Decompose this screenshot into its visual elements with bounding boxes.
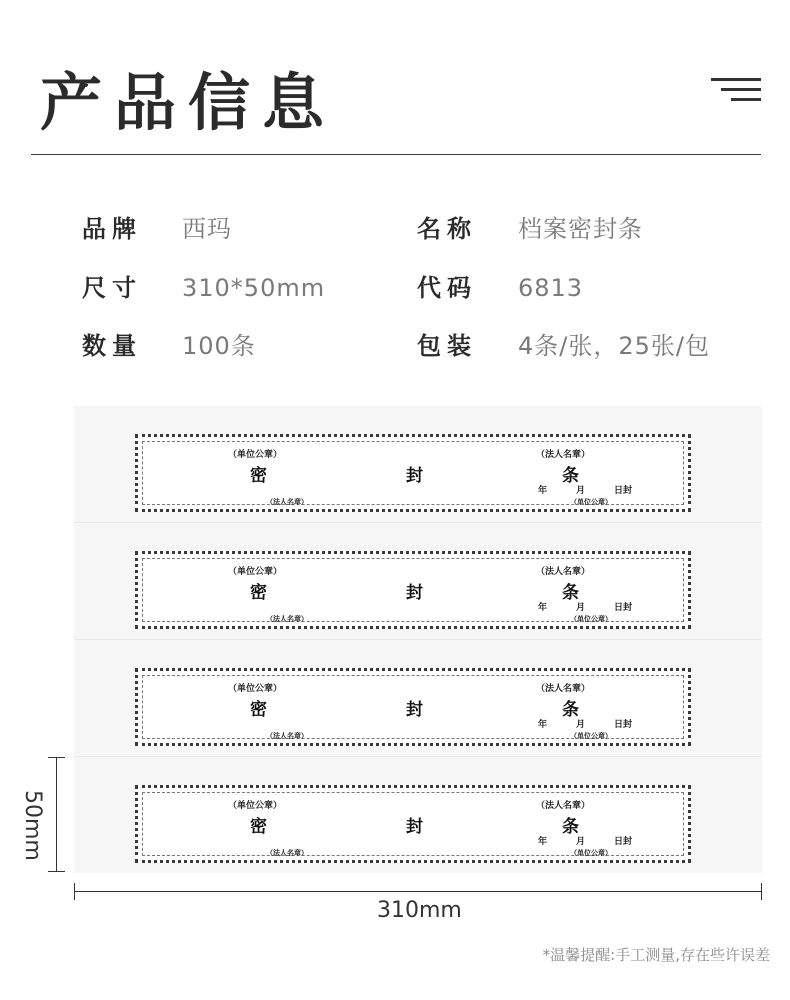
info-value: 档案密封条: [518, 215, 643, 243]
day-seal-text: 日封: [614, 837, 633, 847]
unit-seal-text: （单位公章）: [228, 684, 283, 694]
year-text: 年: [538, 720, 548, 730]
char-tiao: 条: [562, 583, 579, 603]
info-label: 品牌: [82, 215, 142, 243]
unit-seal-small: （单位公章）: [570, 615, 612, 623]
seal-strip: [135, 785, 691, 863]
info-value: 310*50mm: [182, 274, 326, 302]
height-dimension-line: [56, 757, 57, 871]
char-tiao: 条: [562, 466, 579, 486]
info-label: 名称: [417, 215, 477, 243]
legal-seal-text: （法人名章）: [536, 801, 591, 811]
legal-seal-small: （法人名章）: [266, 849, 308, 857]
unit-seal-small: （单位公章）: [570, 732, 612, 740]
month-text: 月: [576, 486, 586, 496]
height-dimension-cap: [48, 871, 65, 872]
strip-row: [74, 523, 762, 640]
month-text: 月: [576, 720, 586, 730]
info-value: 西玛: [182, 215, 232, 243]
info-label: 包装: [417, 332, 477, 360]
year-text: 年: [538, 486, 548, 496]
info-value: 6813: [518, 274, 584, 302]
menu-line: [721, 88, 761, 91]
legal-seal-text: （法人名章）: [536, 567, 591, 577]
strip-row: [74, 640, 762, 757]
width-dimension-label: 310mm: [377, 898, 462, 923]
header-divider: [31, 154, 761, 155]
char-feng: 封: [406, 700, 423, 720]
char-tiao: 条: [562, 700, 579, 720]
info-value: 100条: [182, 332, 256, 360]
height-dimension-label: 50mm: [20, 790, 45, 861]
char-mi: 密: [250, 817, 267, 837]
height-dimension-cap: [48, 757, 65, 758]
page-title: 产品信息: [40, 66, 337, 139]
char-tiao: 条: [562, 817, 579, 837]
seal-strip: [135, 551, 691, 629]
seal-strip: [135, 434, 691, 512]
strip-row: [74, 757, 762, 873]
day-seal-text: 日封: [614, 720, 633, 730]
product-preview: [74, 406, 762, 873]
seal-strip: [135, 668, 691, 746]
info-label: 数量: [82, 332, 142, 360]
year-text: 年: [538, 837, 548, 847]
menu-line: [711, 78, 761, 81]
day-seal-text: 日封: [614, 603, 633, 613]
unit-seal-text: （单位公章）: [228, 567, 283, 577]
char-mi: 密: [250, 583, 267, 603]
width-dimension-cap: [761, 883, 762, 900]
char-mi: 密: [250, 466, 267, 486]
width-dimension-cap: [74, 883, 75, 900]
legal-seal-small: （法人名章）: [266, 498, 308, 506]
month-text: 月: [576, 837, 586, 847]
char-feng: 封: [406, 583, 423, 603]
unit-seal-small: （单位公章）: [570, 849, 612, 857]
strip-row: [74, 406, 762, 523]
day-seal-text: 日封: [614, 486, 633, 496]
unit-seal-text: （单位公章）: [228, 450, 283, 460]
unit-seal-small: （单位公章）: [570, 498, 612, 506]
unit-seal-text: （单位公章）: [228, 801, 283, 811]
info-value: 4条/张，25张/包: [518, 332, 710, 360]
char-feng: 封: [406, 466, 423, 486]
char-feng: 封: [406, 817, 423, 837]
year-text: 年: [538, 603, 548, 613]
legal-seal-small: （法人名章）: [266, 615, 308, 623]
measurement-note: *温馨提醒:手工测量,存在些许误差: [542, 946, 770, 964]
menu-line: [731, 98, 761, 101]
char-mi: 密: [250, 700, 267, 720]
legal-seal-small: （法人名章）: [266, 732, 308, 740]
info-label: 代码: [417, 274, 477, 302]
month-text: 月: [576, 603, 586, 613]
legal-seal-text: （法人名章）: [536, 684, 591, 694]
legal-seal-text: （法人名章）: [536, 450, 591, 460]
menu-icon[interactable]: [711, 78, 761, 104]
width-dimension-line: [74, 891, 762, 892]
info-label: 尺寸: [82, 274, 142, 302]
